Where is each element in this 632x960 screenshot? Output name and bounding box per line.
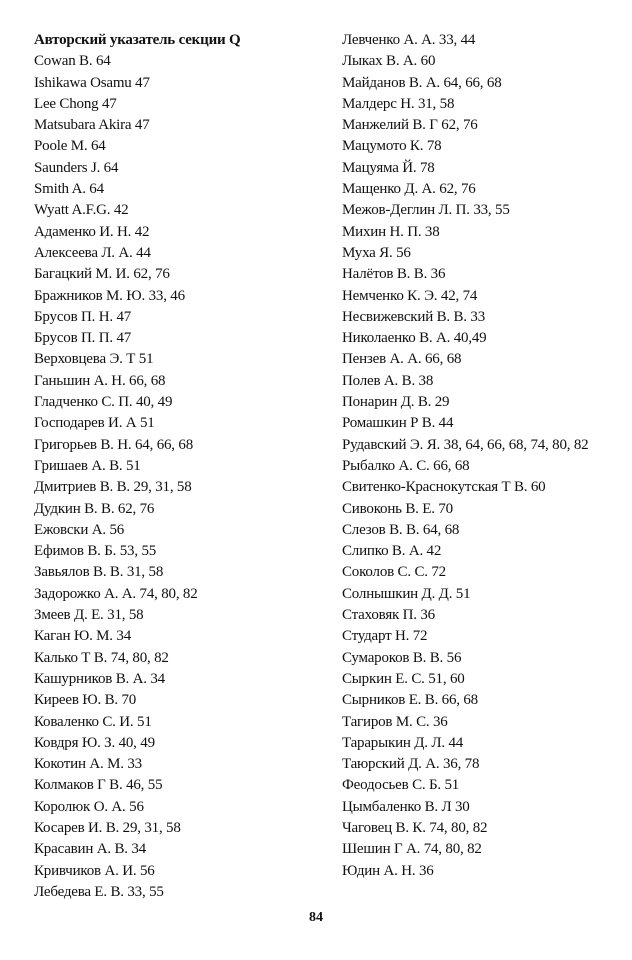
author-index-entry: Мацумото К. 78: [342, 138, 442, 155]
author-index-entry: Малдерс Н. 31, 58: [342, 95, 455, 112]
author-index-entry: Smith A. 64: [34, 181, 104, 198]
author-index-entry: Сумароков В. В. 56: [342, 649, 462, 666]
author-index-entry: Ishikawa Osamu 47: [34, 74, 150, 91]
author-index-entry: Левченко А. А. 33, 44: [342, 32, 476, 48]
author-index-entry: Завьялов В. В. 31, 58: [34, 564, 164, 581]
author-index-entry: Дмитриев В. В. 29, 31, 58: [34, 479, 192, 496]
author-index-entry: Бражников М. Ю. 33, 46: [34, 287, 185, 304]
author-index-entry: Налётов В. В. 36: [342, 266, 446, 283]
author-index-entry: Задорожко А. А. 74, 80, 82: [34, 585, 198, 602]
author-index-entry: Колмаков Г В. 46, 55: [34, 777, 163, 794]
author-index-left-column: [34, 30, 324, 903]
author-index-entry: Кривчиков А. И. 56: [34, 862, 155, 879]
author-index-entry: Майданов В. А. 64, 66, 68: [342, 74, 502, 91]
author-index-entry: Багацкий М. И. 62, 76: [34, 266, 170, 283]
author-index-entry: Коваленко С. И. 51: [34, 713, 152, 730]
author-index-entry: Wyatt A.F.G. 42: [34, 202, 129, 219]
author-index-entry: Рудавский Э. Я. 38, 64, 66, 68, 74, 80, 82: [342, 436, 589, 453]
author-index-entry: Михин Н. П. 38: [342, 223, 440, 240]
author-index-entry: Сырников Е. В. 66, 68: [342, 692, 478, 709]
author-index-entry: Адаменко И. Н. 42: [34, 223, 150, 240]
author-index-entry: Мацуяма Й. 78: [342, 159, 435, 176]
author-index-entry: Гладченко С. П. 40, 49: [34, 394, 173, 411]
author-index-entry: Красавин А. В. 34: [34, 841, 146, 858]
author-index-entry: Брусов П. П. 47: [34, 330, 132, 347]
author-index-entry: Кашурников В. А. 34: [34, 670, 165, 687]
author-index-entry: Matsubara Akira 47: [34, 117, 150, 134]
author-index-entry: Киреев Ю. В. 70: [34, 692, 137, 709]
section-heading: Авторский указатель секции Q: [34, 32, 241, 48]
author-index-entry: Пензев А. А. 66, 68: [342, 351, 462, 368]
author-index-entry: Тарарыкин Д. Л. 44: [342, 734, 464, 751]
author-index-entry: Ганьшин А. Н. 66, 68: [34, 372, 166, 389]
author-index-entry: Косарев И. В. 29, 31, 58: [34, 819, 181, 836]
author-index-entry: Свитенко-Краснокутская Т В. 60: [342, 479, 546, 496]
author-index-right-column: [342, 30, 627, 882]
author-index-entry: Змеев Д. Е. 31, 58: [34, 607, 144, 624]
author-index-entry: Алексеева Л. А. 44: [34, 244, 151, 261]
author-index-entry: Муха Я. 56: [342, 244, 411, 261]
author-index-entry: Калько Т В. 74, 80, 82: [34, 649, 169, 666]
author-index-entry: Дудкин В. В. 62, 76: [34, 500, 155, 517]
author-index-entry: Кокотин А. М. 33: [34, 756, 142, 773]
author-index-entry: Брусов П. Н. 47: [34, 308, 132, 325]
author-index-entry: Гришаев А. В. 51: [34, 457, 141, 474]
author-index-entry: Полев А. В. 38: [342, 372, 434, 389]
author-index-entry: Понарин Д. В. 29: [342, 394, 450, 411]
author-index-entry: Григорьев В. Н. 64, 66, 68: [34, 436, 194, 453]
author-index-entry: Ромашкин Р В. 44: [342, 415, 454, 432]
author-index-entry: Стударт Н. 72: [342, 628, 428, 645]
author-index-entry: Несвижевский В. В. 33: [342, 308, 486, 325]
author-index-entry: Королюк О. А. 56: [34, 798, 144, 815]
author-index-entry: Соколов С. С. 72: [342, 564, 446, 581]
author-index-entry: Ковдря Ю. З. 40, 49: [34, 734, 155, 751]
author-index-entry: Феодосьев С. Б. 51: [342, 777, 460, 794]
author-index-entry: Юдин А. Н. 36: [342, 862, 434, 879]
author-index-entry: Таюрский Д. А. 36, 78: [342, 756, 480, 773]
author-index-entry: Poole M. 64: [34, 138, 106, 155]
author-index-entry: Ефимов В. Б. 53, 55: [34, 543, 157, 560]
author-index-entry: Рыбалко А. С. 66, 68: [342, 457, 470, 474]
author-index-entry: Шешин Г А. 74, 80, 82: [342, 841, 482, 858]
author-index-entry: Цымбаленко В. Л 30: [342, 798, 470, 815]
author-index-entry: Верховцева Э. Т 51: [34, 351, 154, 368]
author-index-entry: Стаховяк П. 36: [342, 607, 435, 624]
author-index-entry: Чаговец В. К. 74, 80, 82: [342, 819, 488, 836]
author-index-entry: Lee Chong 47: [34, 95, 117, 112]
author-index-entry: Немченко К. Э. 42, 74: [342, 287, 478, 304]
author-index-entry: Манжелий В. Г 62, 76: [342, 117, 478, 134]
author-index-entry: Лебедева Е. В. 33, 55: [34, 883, 164, 900]
author-index-entry: Cowan B. 64: [34, 53, 111, 70]
page-number: 84: [309, 910, 323, 925]
author-index-entry: Межов-Деглин Л. П. 33, 55: [342, 202, 510, 219]
author-index-entry: Каган Ю. М. 34: [34, 628, 132, 645]
author-index-entry: Сивоконь В. Е. 70: [342, 500, 453, 517]
author-index-entry: Господарев И. А 51: [34, 415, 155, 432]
author-index-entry: Слипко В. А. 42: [342, 543, 442, 560]
author-index-entry: Солнышкин Д. Д. 51: [342, 585, 471, 602]
author-index-entry: Сыркин Е. С. 51, 60: [342, 670, 465, 687]
author-index-entry: Лыках В. А. 60: [342, 53, 436, 70]
author-index-entry: Тагиров М. С. 36: [342, 713, 448, 730]
author-index-entry: Saunders J. 64: [34, 159, 119, 176]
author-index-entry: Слезов В. В. 64, 68: [342, 521, 460, 538]
author-index-entry: Ежовски А. 56: [34, 521, 125, 538]
author-index-entry: Николаенко В. А. 40,49: [342, 330, 487, 347]
author-index-entry: Мащенко Д. А. 62, 76: [342, 181, 476, 198]
